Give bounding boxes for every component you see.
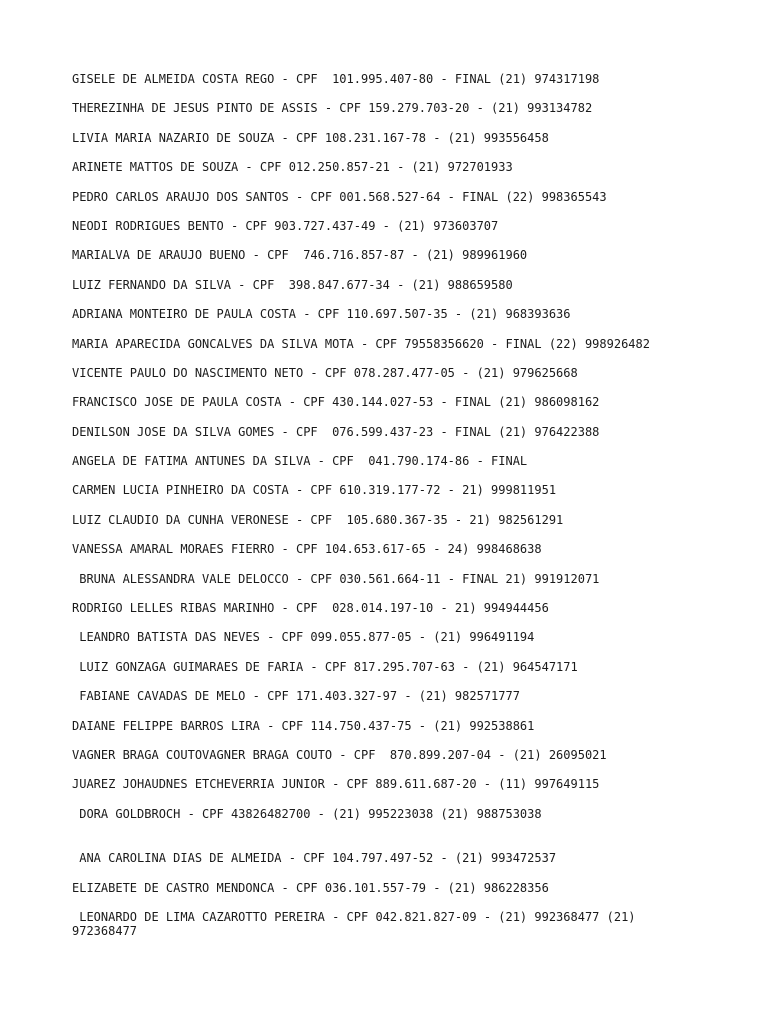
list-line: LEONARDO DE LIMA CAZAROTTO PEREIRA - CPF 042.821.827-09 - (21) 992368477 (21) 972368477 (72, 909, 643, 938)
list-line: VICENTE PAULO DO NASCIMENTO NETO - CPF 078.287.477-05 - (21) 979625668 (72, 365, 578, 380)
list-line: VANESSA AMARAL MORAES FIERRO - CPF 104.653.617-65 - 24) 998468638 (72, 542, 542, 557)
list-line: LUIZ CLAUDIO DA CUNHA VERONESE - CPF 105.680.367-35 - 21) 982561291 (72, 512, 564, 527)
list-line: CARMEN LUCIA PINHEIRO DA COSTA - CPF 610.319.177-72 - 21) 999811951 (72, 483, 557, 498)
list-line: ADRIANA MONTEIRO DE PAULA COSTA - CPF 110.697.507-35 - (21) 968393636 (72, 307, 571, 322)
list-line: DAIANE FELIPPE BARROS LIRA - CPF 114.750.437-75 - (21) 992538861 (72, 718, 535, 733)
list-line: ARINETE MATTOS DE SOUZA - CPF 012.250.857-21 - (21) 972701933 (72, 160, 513, 175)
list-line: PEDRO CARLOS ARAUJO DOS SANTOS - CPF 001.568.527-64 - FINAL (22) 998365543 (72, 189, 607, 204)
list-line: ANGELA DE FATIMA ANTUNES DA SILVA - CPF 041.790.174-86 - FINAL (72, 454, 528, 469)
list-line: LEANDRO BATISTA DAS NEVES - CPF 099.055.877-05 - (21) 996491194 (72, 630, 535, 645)
list-line: DENILSON JOSE DA SILVA GOMES - CPF 076.599.437-23 - FINAL (21) 976422388 (72, 424, 600, 439)
list-line: ANA CAROLINA DIAS DE ALMEIDA - CPF 104.797.497-52 - (21) 993472537 (72, 851, 557, 866)
list-line: LIVIA MARIA NAZARIO DE SOUZA - CPF 108.231.167-78 - (21) 993556458 (72, 130, 549, 145)
list-line: LUIZ FERNANDO DA SILVA - CPF 398.847.677-34 - (21) 988659580 (72, 277, 513, 292)
list-line: ELIZABETE DE CASTRO MENDONCA - CPF 036.101.557-79 - (21) 986228356 (72, 880, 549, 895)
contact-list (72, 72, 692, 939)
list-line: THEREZINHA DE JESUS PINTO DE ASSIS - CPF 159.279.703-20 - (21) 993134782 (72, 101, 593, 116)
list-line: MARIA APARECIDA GONCALVES DA SILVA MOTA - CPF 79558356620 - FINAL (22) 998926482 (72, 336, 650, 351)
list-line: MARIALVA DE ARAUJO BUENO - CPF 746.716.857-87 - (21) 989961960 (72, 248, 528, 263)
list-line: LUIZ GONZAGA GUIMARAES DE FARIA - CPF 817.295.707-63 - (21) 964547171 (72, 659, 578, 674)
list-line: VAGNER BRAGA COUTOVAGNER BRAGA COUTO - CPF 870.899.207-04 - (21) 26095021 (72, 747, 607, 762)
list-line: GISELE DE ALMEIDA COSTA REGO - CPF 101.995.407-80 - FINAL (21) 974317198 (72, 72, 600, 86)
list-line: FRANCISCO JOSE DE PAULA COSTA - CPF 430.144.027-53 - FINAL (21) 986098162 (72, 395, 600, 410)
list-line: NEODI RODRIGUES BENTO - CPF 903.727.437-49 - (21) 973603707 (72, 218, 499, 233)
list-line: RODRIGO LELLES RIBAS MARINHO - CPF 028.014.197-10 - 21) 994944456 (72, 601, 549, 616)
list-line: FABIANE CAVADAS DE MELO - CPF 171.403.327-97 - (21) 982571777 (72, 689, 520, 704)
list-line: JUAREZ JOHAUDNES ETCHEVERRIA JUNIOR - CPF 889.611.687-20 - (11) 997649115 (72, 777, 600, 792)
list-line: BRUNA ALESSANDRA VALE DELOCCO - CPF 030.561.664-11 - FINAL 21) 991912071 (72, 571, 600, 586)
list-line: DORA GOLDBROCH - CPF 43826482700 - (21) 995223038 (21) 988753038 (72, 806, 542, 821)
